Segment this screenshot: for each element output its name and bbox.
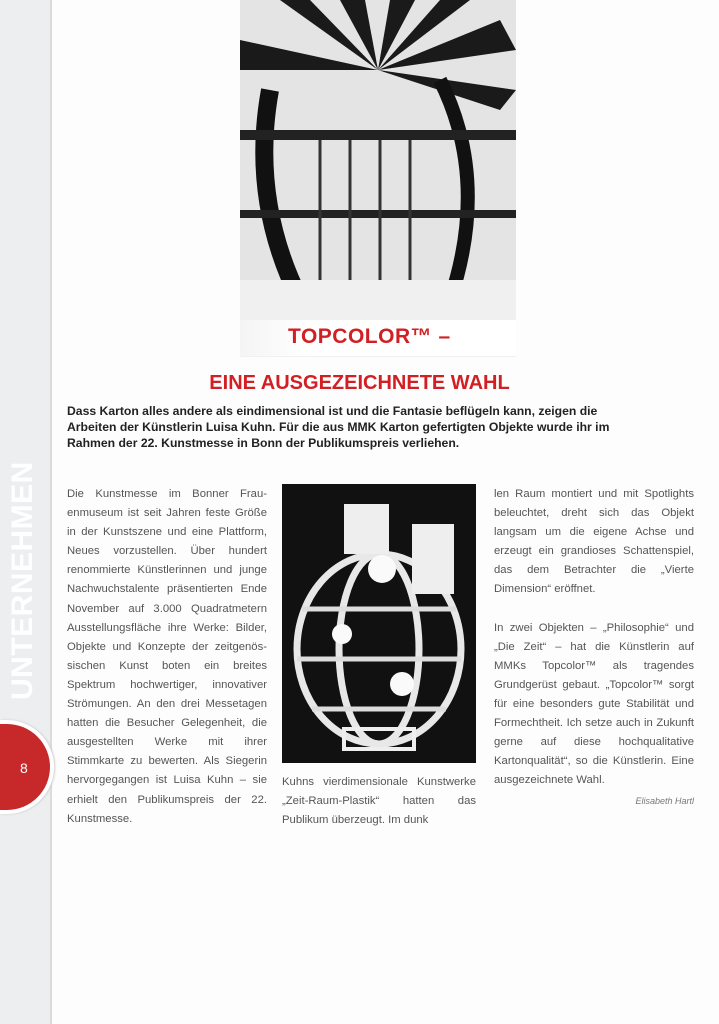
column-1 — [67, 485, 267, 848]
paragraph: len Raum montiert und mit Spotlights beleuchtet, dreht sich das Objekt langsam um die eigene Achse und erzeugt ein grandioses Schattenspiel, das dem Betrachter die „Vierte Dimension“ eröffnet. — [494, 488, 694, 596]
paragraph: Kuhns vierdimensionale Kunstwerke „Zeit-Raum-Plastik“ hatten das Publikum überzeugt. Im dunk — [282, 776, 476, 827]
author-credit: Elisabeth Hartl — [635, 796, 694, 806]
article-lead: Dass Karton alles andere als eindimensional ist und die Fantasie beflügeln kann, zeigen die Arbeiten der Künstlerin Luisa Kuhn. Für die aus MMK Karton gefertigten Objekte wurde ihr im Rahmen der 22. Kunstmesse in Bonn der Publikumspreis verliehen. — [67, 404, 610, 450]
article-title: EINE AUSGEZEICHNETE WAHL — [209, 372, 510, 394]
headline-banner — [240, 320, 516, 356]
banner-text: TOPCOLOR™ – — [288, 325, 451, 348]
paragraph: In zwei Objekten – „Philosophie“ und „Die Zeit“ – hat die Künstlerin auf MMKs Topcolor™ als tragendes Grundgerüst gebaut. „Topcolor™ sorgt für eine besonders gute Stabilität und Formechtheit. Ich setze auch in Zukunft gerne auf diese hochqualitative Kartonqualität“, so die Künstlerin. Eine ausgezeichnete Wahl. — [494, 621, 694, 787]
paragraph: Die Kunstmesse im Bonner Frauenmuseum ist seit Jahren feste Größe in der Kunstszene und eine Plattform, Neues vorzustellen. Über hundert renommierte Künstlerinnen und junge Nachwuchstalente präsentierten Ende November auf 3.000 Quadratmetern Ausstellungsfläche ihre Werke: Bilder, Objekte und Konzepte der zeitgenössischen Kunst boten ein breites Spektrum hochwertiger, innovativer Strömungen. An den drei Messetagen hatten die Besucher Gelegenheit, die ausgestellten Werke mit ihrer Stimmkarte zu bewerten. Als Siegerin hervorgegangen ist Luisa Kuhn – sie erhielt den Publikumspreis der 22. Kunstmesse. — [67, 488, 267, 825]
column-3 — [494, 485, 694, 809]
sculpture-photo-bottom — [282, 484, 476, 763]
column-2 — [282, 773, 476, 849]
section-label: UNTERNEHMEN — [6, 461, 39, 700]
page-number: 8 — [20, 760, 28, 776]
sculpture-photo-top — [240, 0, 516, 357]
